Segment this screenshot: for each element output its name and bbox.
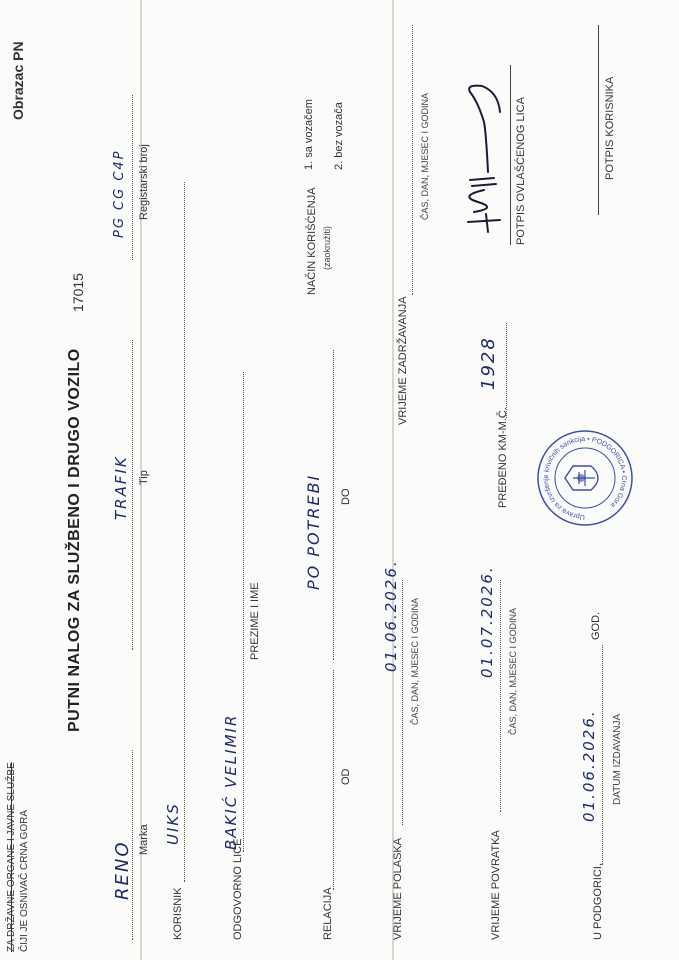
fold-line — [392, 0, 394, 960]
responsible-sublabel: PREZIME I IME — [249, 582, 261, 660]
official-stamp — [535, 428, 635, 528]
type-line — [132, 340, 133, 650]
user-label: KORISNIK — [172, 887, 184, 940]
user-signature-label: POTPIS KORISNIKA — [604, 76, 616, 180]
route-from-label: OD — [340, 768, 352, 785]
issue-prefix: U PODGORICI, — [592, 862, 604, 940]
return-sublabel: ČAS, DAN, MJESEC I GODINA — [508, 607, 518, 735]
departure-line — [402, 580, 403, 825]
return-value: 01.07.2026. — [478, 565, 496, 678]
route-label: RELACIJA — [322, 887, 334, 940]
usage-option-1: 1. sa vozačem — [303, 99, 315, 170]
issue-date-sublabel: DATUM IZDAVANJA — [612, 713, 623, 805]
distance-line — [506, 323, 507, 418]
departure-sublabel: ČAS, DAN, MJESEC I GODINA — [410, 597, 420, 725]
return-label: VRIJEME POVRATKA — [490, 830, 502, 940]
distance-label: PREĐENO KM-M.Č. — [497, 407, 509, 508]
type-label: Tip — [138, 470, 150, 485]
authorized-signature-label: POTPIS OVLAŠĆENOG LICA — [515, 97, 527, 245]
authorized-signature-icon — [448, 72, 518, 242]
retention-line — [412, 25, 413, 295]
issuer-line-2: ČIJI JE OSNIVAČ CRNA GORA — [19, 809, 30, 952]
issue-date-line — [602, 645, 603, 865]
route-from-line — [333, 670, 334, 890]
responsible-value: BAKIĆ VELIMIR — [222, 713, 240, 850]
issuer-line-1: ZA DRŽAVNE ORGANE I JAVNE SLUŽBE — [6, 762, 17, 952]
user-value: UIKS — [164, 802, 182, 845]
retention-label: VRIJEME ZADRŽAVANJA — [397, 296, 409, 425]
make-value: RENO — [112, 840, 133, 900]
return-line — [500, 580, 501, 812]
route-to-value: PO POTREBI — [304, 473, 323, 590]
issue-suffix: GOD. — [590, 611, 602, 640]
user-signature-line — [598, 25, 599, 215]
responsible-label: ODGOVORNO LICE — [232, 838, 244, 940]
retention-sublabel: ČAS, DAN, MJESEC I GODINA — [420, 92, 430, 220]
user-line — [184, 182, 185, 882]
usage-label: NAČIN KORIŠĆENJA — [306, 187, 318, 295]
registration-label: Registarski broj — [138, 144, 150, 220]
make-label: Marka — [138, 824, 150, 855]
usage-sublabel: (zaokružiti) — [322, 225, 332, 270]
form-title: PUTNI NALOG ZA SLUŽBENO I DRUGO VOZILO — [66, 348, 83, 732]
route-to-line — [333, 350, 334, 660]
registration-value: PG CG C4P — [112, 149, 127, 238]
type-value: TRAFIK — [112, 455, 130, 520]
distance-value: 1928 — [478, 336, 499, 390]
departure-label: VRIJEME POLASKA — [392, 837, 404, 940]
departure-value: 01.06.2026. — [382, 559, 400, 672]
registration-line — [132, 95, 133, 260]
make-line — [132, 750, 133, 940]
route-to-label: DO — [340, 488, 352, 505]
form-code: Obrazac PN — [10, 41, 26, 120]
stamp-outer-text: Uprava za izvršenje krivičnih sankcija • PODGORICA • Crna Gora — [542, 435, 628, 521]
usage-option-2: 2. bez vozača — [333, 102, 345, 170]
authorized-signature-line — [510, 65, 511, 245]
issue-date-value: 01.06.2026. — [580, 709, 598, 822]
responsible-line — [243, 372, 244, 852]
order-number: 17015 — [70, 273, 86, 312]
